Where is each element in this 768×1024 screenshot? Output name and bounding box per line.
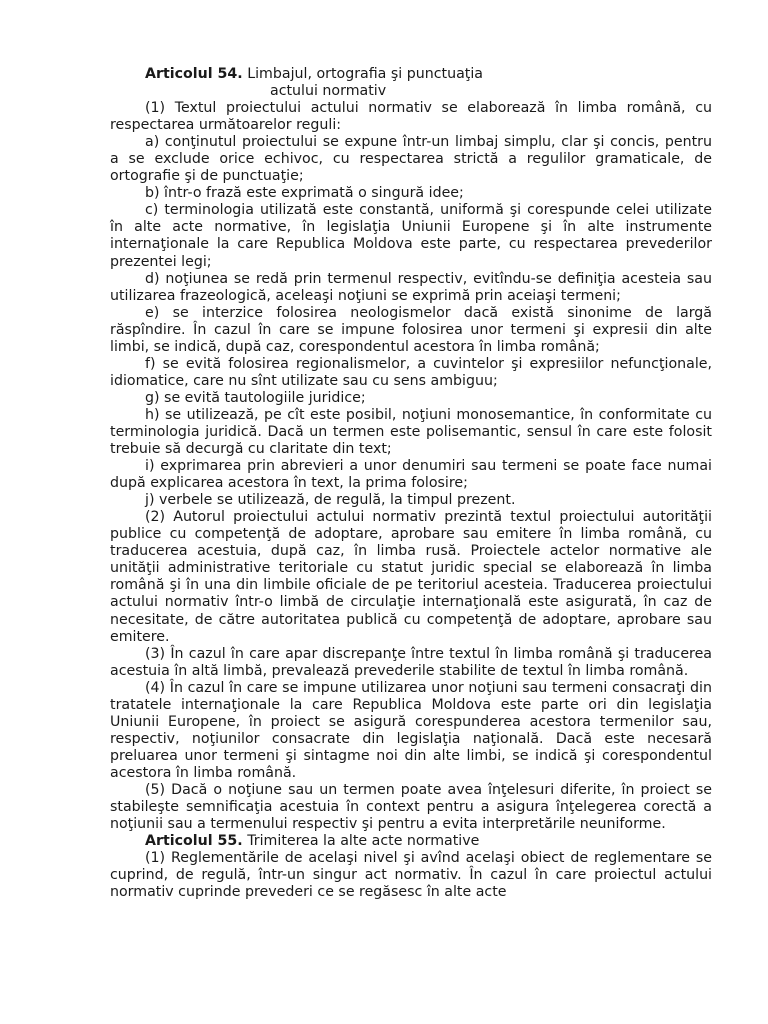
paragraph: (1) Reglementările de acelaşi nivel şi avînd acelaşi obiect de reglementare se cuprind, de regulă, într-un singur act normativ. În cazul în care proiectul actului normativ cuprinde prevederi ce se regăsesc în alte acte xyxy=(110,850,712,901)
article-55-heading xyxy=(110,833,712,850)
article-55-title: Trimiterea la alte acte normative xyxy=(242,833,480,850)
paragraph: e) se interzice folosirea neologismelor dacă există sinonime de largă răspîndire. În cazul în care se impune folosirea unor termeni şi expresii din alte limbi, se indică, după caz, corespondentul acestora în limba română; xyxy=(110,304,712,355)
paragraph: b) într-o frază este exprimată o singură idee; xyxy=(145,185,464,202)
article-55-body xyxy=(110,850,712,901)
article-54-heading xyxy=(110,66,712,83)
paragraph: (3) În cazul în care apar discrepanţe între textul în limba română şi traducerea acestuia în altă limbă, prevalează prevederile stabilite de textul în limba română. xyxy=(110,645,712,679)
paragraph: (5) Dacă o noţiune sau un termen poate avea înţelesuri diferite, în proiect se stabileşte semnificaţia acestuia în context pentru a asigura înţelegerea corectă a noţiunii sau a termenului respectiv şi pentru a evita interpretările neuniforme. xyxy=(110,781,712,833)
paragraph: (4) În cazul în care se impune utilizarea unor noţiuni sau termeni consacraţi din tratatele internaţionale la care Republica Moldova este parte ori din legislaţia Uniunii Europene, în proiect se asigură corespunderea acestora termenilor sau, respectiv, noţiunilor consacrate din legislaţia naţională. Dacă este necesară preluarea unor termeni şi sintagme noi din alte limbi, se indică şi corespondentul acestora în limba română. xyxy=(110,679,712,781)
paragraph: d) noţiunea se redă prin termenul respectiv, evitîndu-se definiţia acesteia sau utilizarea frazeologică, aceleaşi noţiuni se exprimă prin aceiaşi termeni; xyxy=(110,270,712,304)
article-54-label: Articolul 54. xyxy=(145,66,243,82)
article-54-title-line2: actului normativ xyxy=(270,83,387,100)
paragraph: c) terminologia utilizată este constantă, uniformă şi corespunde celei utilizate în alte acte normative, în legislaţia Uniunii Europene şi în alte instrumente internaţionale la care Republica Moldova este parte, cu respectarea prevederilor prezentei legi; xyxy=(110,202,712,270)
paragraph: h) se utilizează, pe cît este posibil, noţiuni monosemantice, în conformitate cu terminologia juridică. Dacă un termen este polisemantic, sensul în care este folosit trebuie să decurgă cu claritate din text; xyxy=(110,406,712,458)
article-54-title: Limbajul, ortografia şi punctuaţia xyxy=(242,66,483,82)
article-54-body xyxy=(110,100,712,833)
paragraph: f) se evită folosirea regionalismelor, a cuvintelor şi expresiilor nefuncţionale, idiomatice, care nu sînt utilizate sau cu sens ambiguu; xyxy=(110,355,712,389)
paragraph: (1) Textul proiectului actului normativ se elaborează în limba română, cu respectarea următoarelor reguli: xyxy=(110,100,712,134)
paragraph: i) exprimarea prin abrevieri a unor denumiri sau termeni se poate face numai după explicarea acestora în text, la prima folosire; xyxy=(110,458,712,492)
paragraph: a) conţinutul proiectului se expune într-un limbaj simplu, clar şi concis, pentru a se exclude orice echivoc, cu respectarea strictă a regulilor gramaticale, de ortografie şi de punctuaţie; xyxy=(110,134,712,185)
paragraph: g) se evită tautologiile juridice; xyxy=(145,389,366,406)
document-page xyxy=(110,66,712,901)
article-55-label: Articolul 55. xyxy=(145,833,243,850)
paragraph: j) verbele se utilizează, de regulă, la timpul prezent. xyxy=(145,492,516,509)
paragraph: (2) Autorul proiectului actului normativ prezintă textul proiectului autorităţii publice cu competenţă de adoptare, aprobare sau emitere în limba română, cu traducerea acestuia, după caz, în limba rusă. Proiectele actelor normative ale unităţii administrative teritoriale cu statut juridic special se elaborează în limba română şi în una din limbile oficiale de pe teritoriul acesteia. Traducerea proiectului actului normativ într-o limbă de circulaţie internaţională este asigurată, în caz de necesitate, de către autoritatea publică cu competenţă de adoptare, aprobare sau emitere. xyxy=(110,509,712,645)
